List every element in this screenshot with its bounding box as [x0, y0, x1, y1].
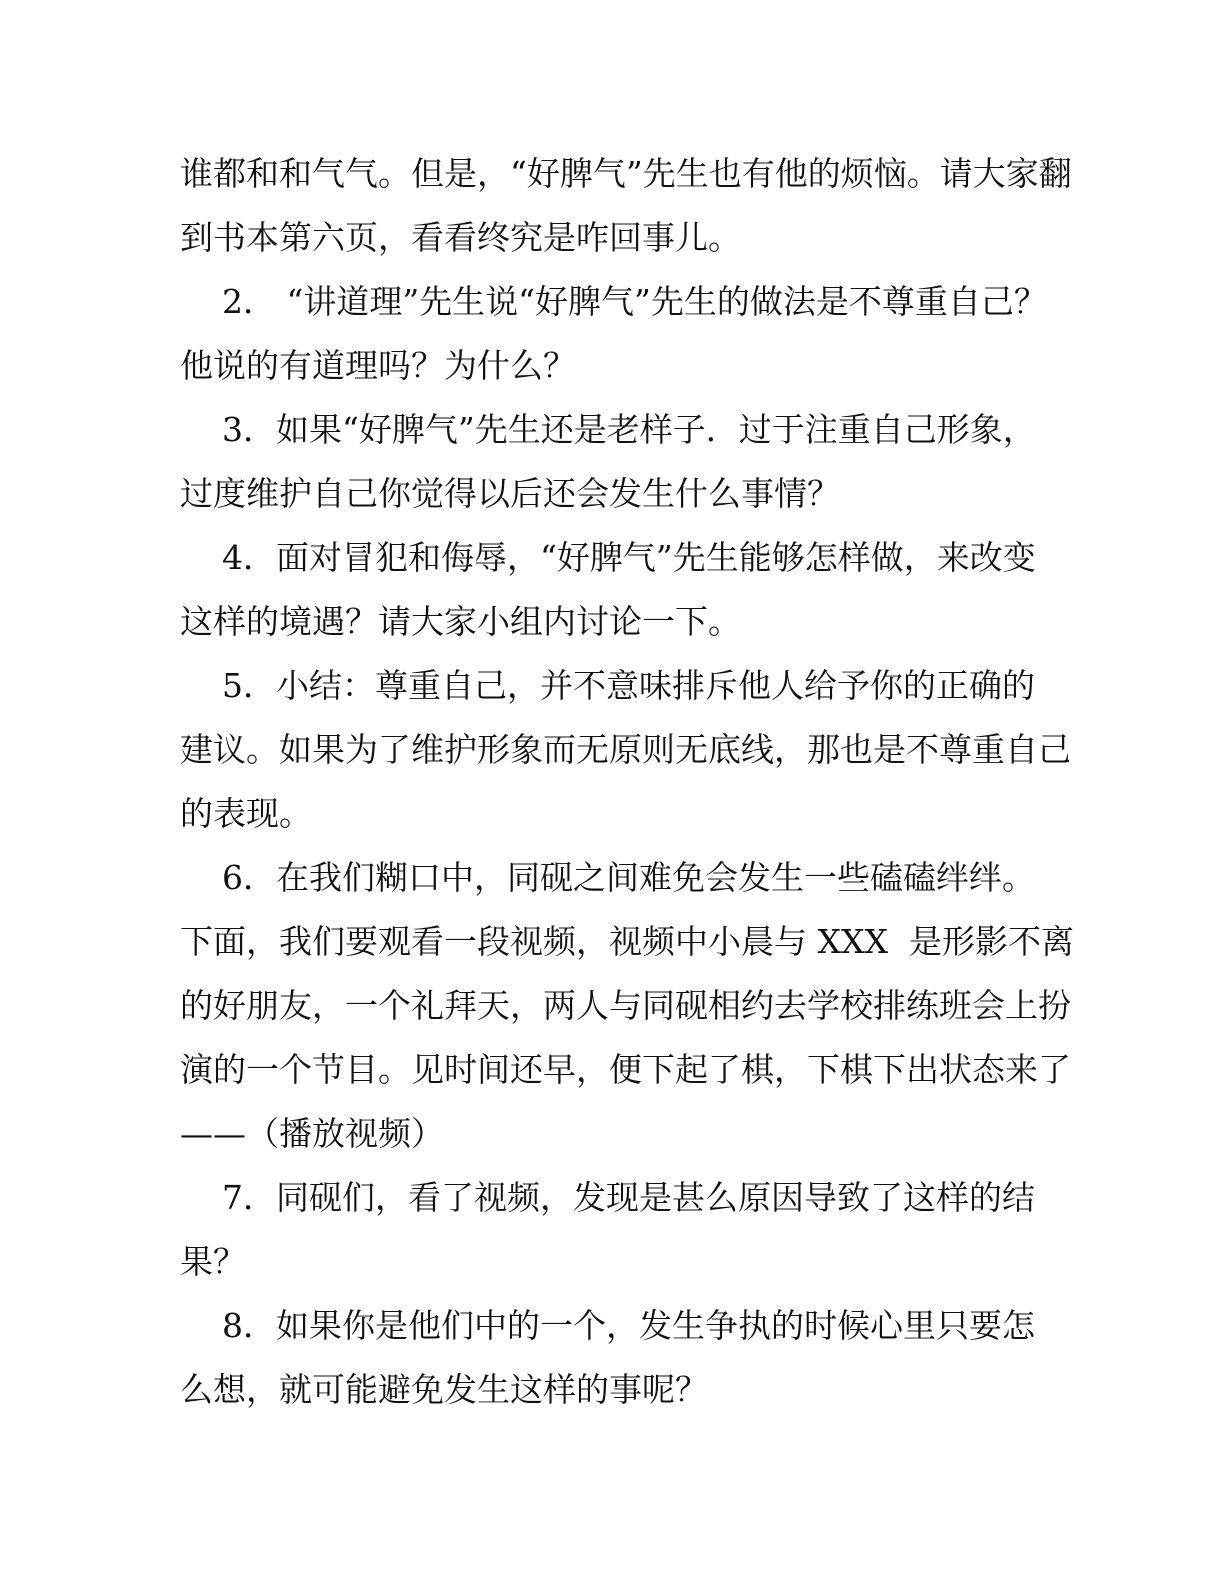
text-line: 果？	[180, 1242, 246, 1281]
text-line: 4．面对冒犯和侮辱，“好脾气”先生能够怎样做，来改变	[180, 538, 1036, 577]
text-line: ——（播放视频）	[180, 1114, 444, 1153]
text-line: 2． “讲道理”先生说“好脾气”先生的做法是不尊重自己？	[180, 282, 1047, 321]
text-line: 谁都和和气气。但是，“好脾气”先生也有他的烦恼。请大家翻	[180, 154, 1072, 193]
text-line: 的表现。	[180, 794, 312, 833]
text-line: 这样的境遇？请大家小组内讨论一下。	[180, 602, 741, 641]
text-line: 6．在我们糊口中，同砚之间难免会发生一些磕磕绊绊。	[180, 858, 1035, 897]
text-line: 8．如果你是他们中的一个，发生争执的时候心里只要怎	[180, 1306, 1035, 1345]
text-line: 5．小结：尊重自己，并不意味排斥他人给予你的正确的	[180, 666, 1035, 705]
text-line: 他说的有道理吗？为什么？	[180, 346, 576, 385]
text-line: 的好朋友，一个礼拜天，两人与同砚相约去学校排练班会上扮	[180, 986, 1071, 1025]
text-line: 7．同砚们，看了视频，发现是甚么原因导致了这样的结	[180, 1178, 1035, 1217]
text-line: 么想，就可能避免发生这样的事呢？	[180, 1370, 708, 1409]
text-line: 3．如果“好脾气”先生还是老样子．过于注重自己形象，	[180, 410, 1036, 449]
document-body	[180, 142, 1074, 1422]
text-line: 演的一个节目。见时间还早，便下起了棋，下棋下出状态来了	[180, 1050, 1071, 1089]
text-line: 下面，我们要观看一段视频，视频中小晨与 XXX 是形影不离	[180, 922, 1074, 961]
text-line: 过度维护自己你觉得以后还会发生什么事情？	[180, 474, 840, 513]
text-line: 到书本第六页，看看终究是咋回事儿。	[180, 218, 741, 257]
text-line: 建议。如果为了维护形象而无原则无底线，那也是不尊重自己	[180, 730, 1071, 769]
